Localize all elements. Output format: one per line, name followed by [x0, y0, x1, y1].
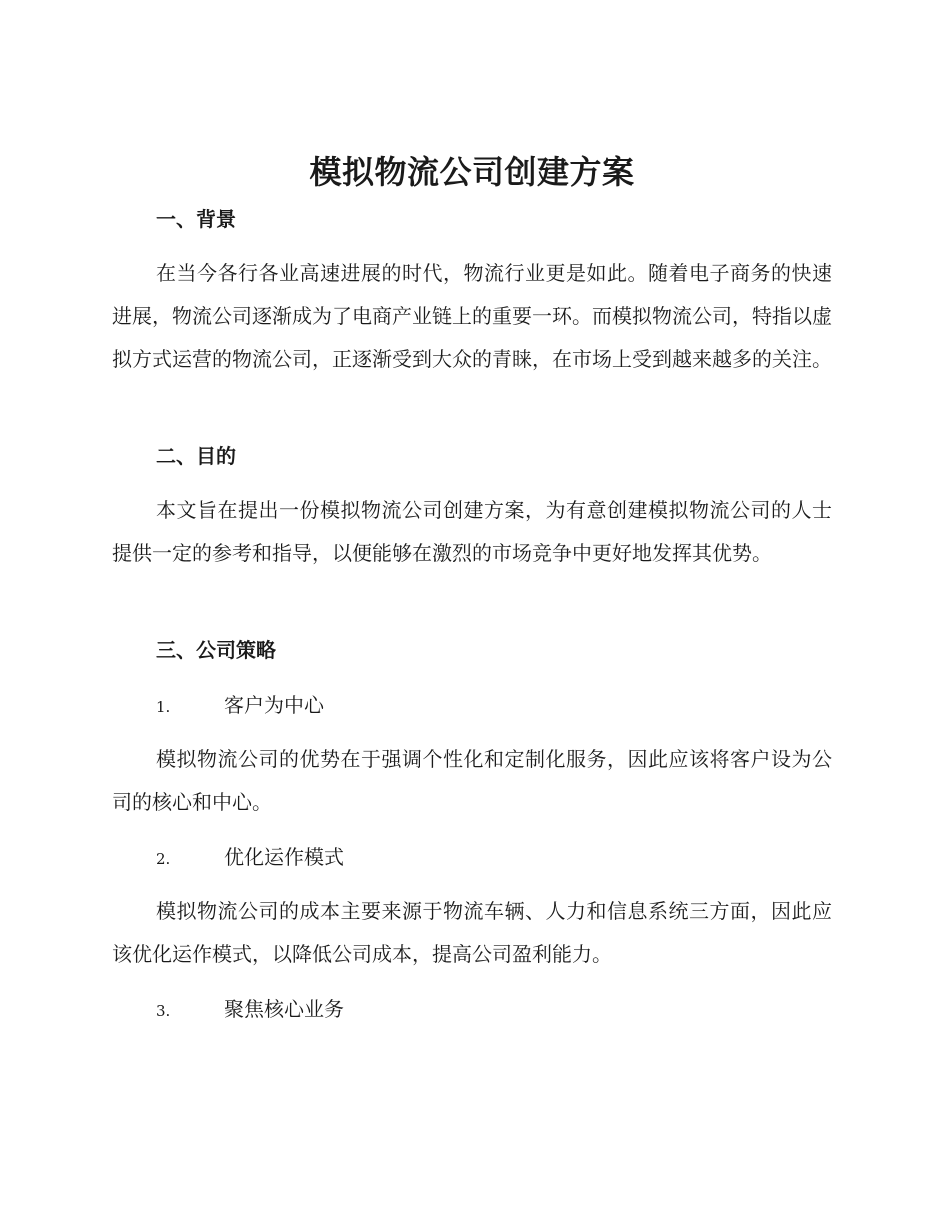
- list-item-number: 1.: [156, 698, 171, 716]
- list-item-number: 3.: [156, 1002, 171, 1020]
- list-item-core-business: [156, 994, 344, 1026]
- list-item-label: 优化运作模式: [224, 845, 344, 869]
- list-item-customer-centric: [156, 690, 324, 722]
- section-paragraph-background: 在当今各行各业高速进展的时代，物流行业更是如此。随着电子商务的快速进展，物流公司逐渐成为了电商产业链上的重要一环。而模拟物流公司，特指以虚拟方式运营的物流公司，正逐渐受到大众的青睐，在市场上受到越来越多的关注。: [112, 261, 832, 371]
- list-item-paragraph-optimize-operations: 模拟物流公司的成本主要来源于物流车辆、人力和信息系统三方面，因此应该优化运作模式，以降低公司成本，提高公司盈利能力。: [112, 899, 832, 966]
- list-item-label: 客户为中心: [224, 693, 324, 717]
- list-item-label: 聚焦核心业务: [224, 997, 344, 1021]
- section-heading-purpose: 二、目的: [156, 444, 236, 468]
- section-heading-strategy: 三、公司策略: [156, 638, 276, 662]
- list-item-optimize-operations: [156, 842, 344, 874]
- section-paragraph-purpose: 本文旨在提出一份模拟物流公司创建方案，为有意创建模拟物流公司的人士提供一定的参考和指导，以便能够在激烈的市场竞争中更好地发挥其优势。: [112, 498, 832, 565]
- list-item-number: 2.: [156, 850, 171, 868]
- document-title: 模拟物流公司创建方案: [309, 153, 635, 191]
- section-heading-background: 一、背景: [156, 207, 236, 231]
- list-item-paragraph-customer-centric: 模拟物流公司的优势在于强调个性化和定制化服务，因此应该将客户设为公司的核心和中心。: [112, 747, 832, 814]
